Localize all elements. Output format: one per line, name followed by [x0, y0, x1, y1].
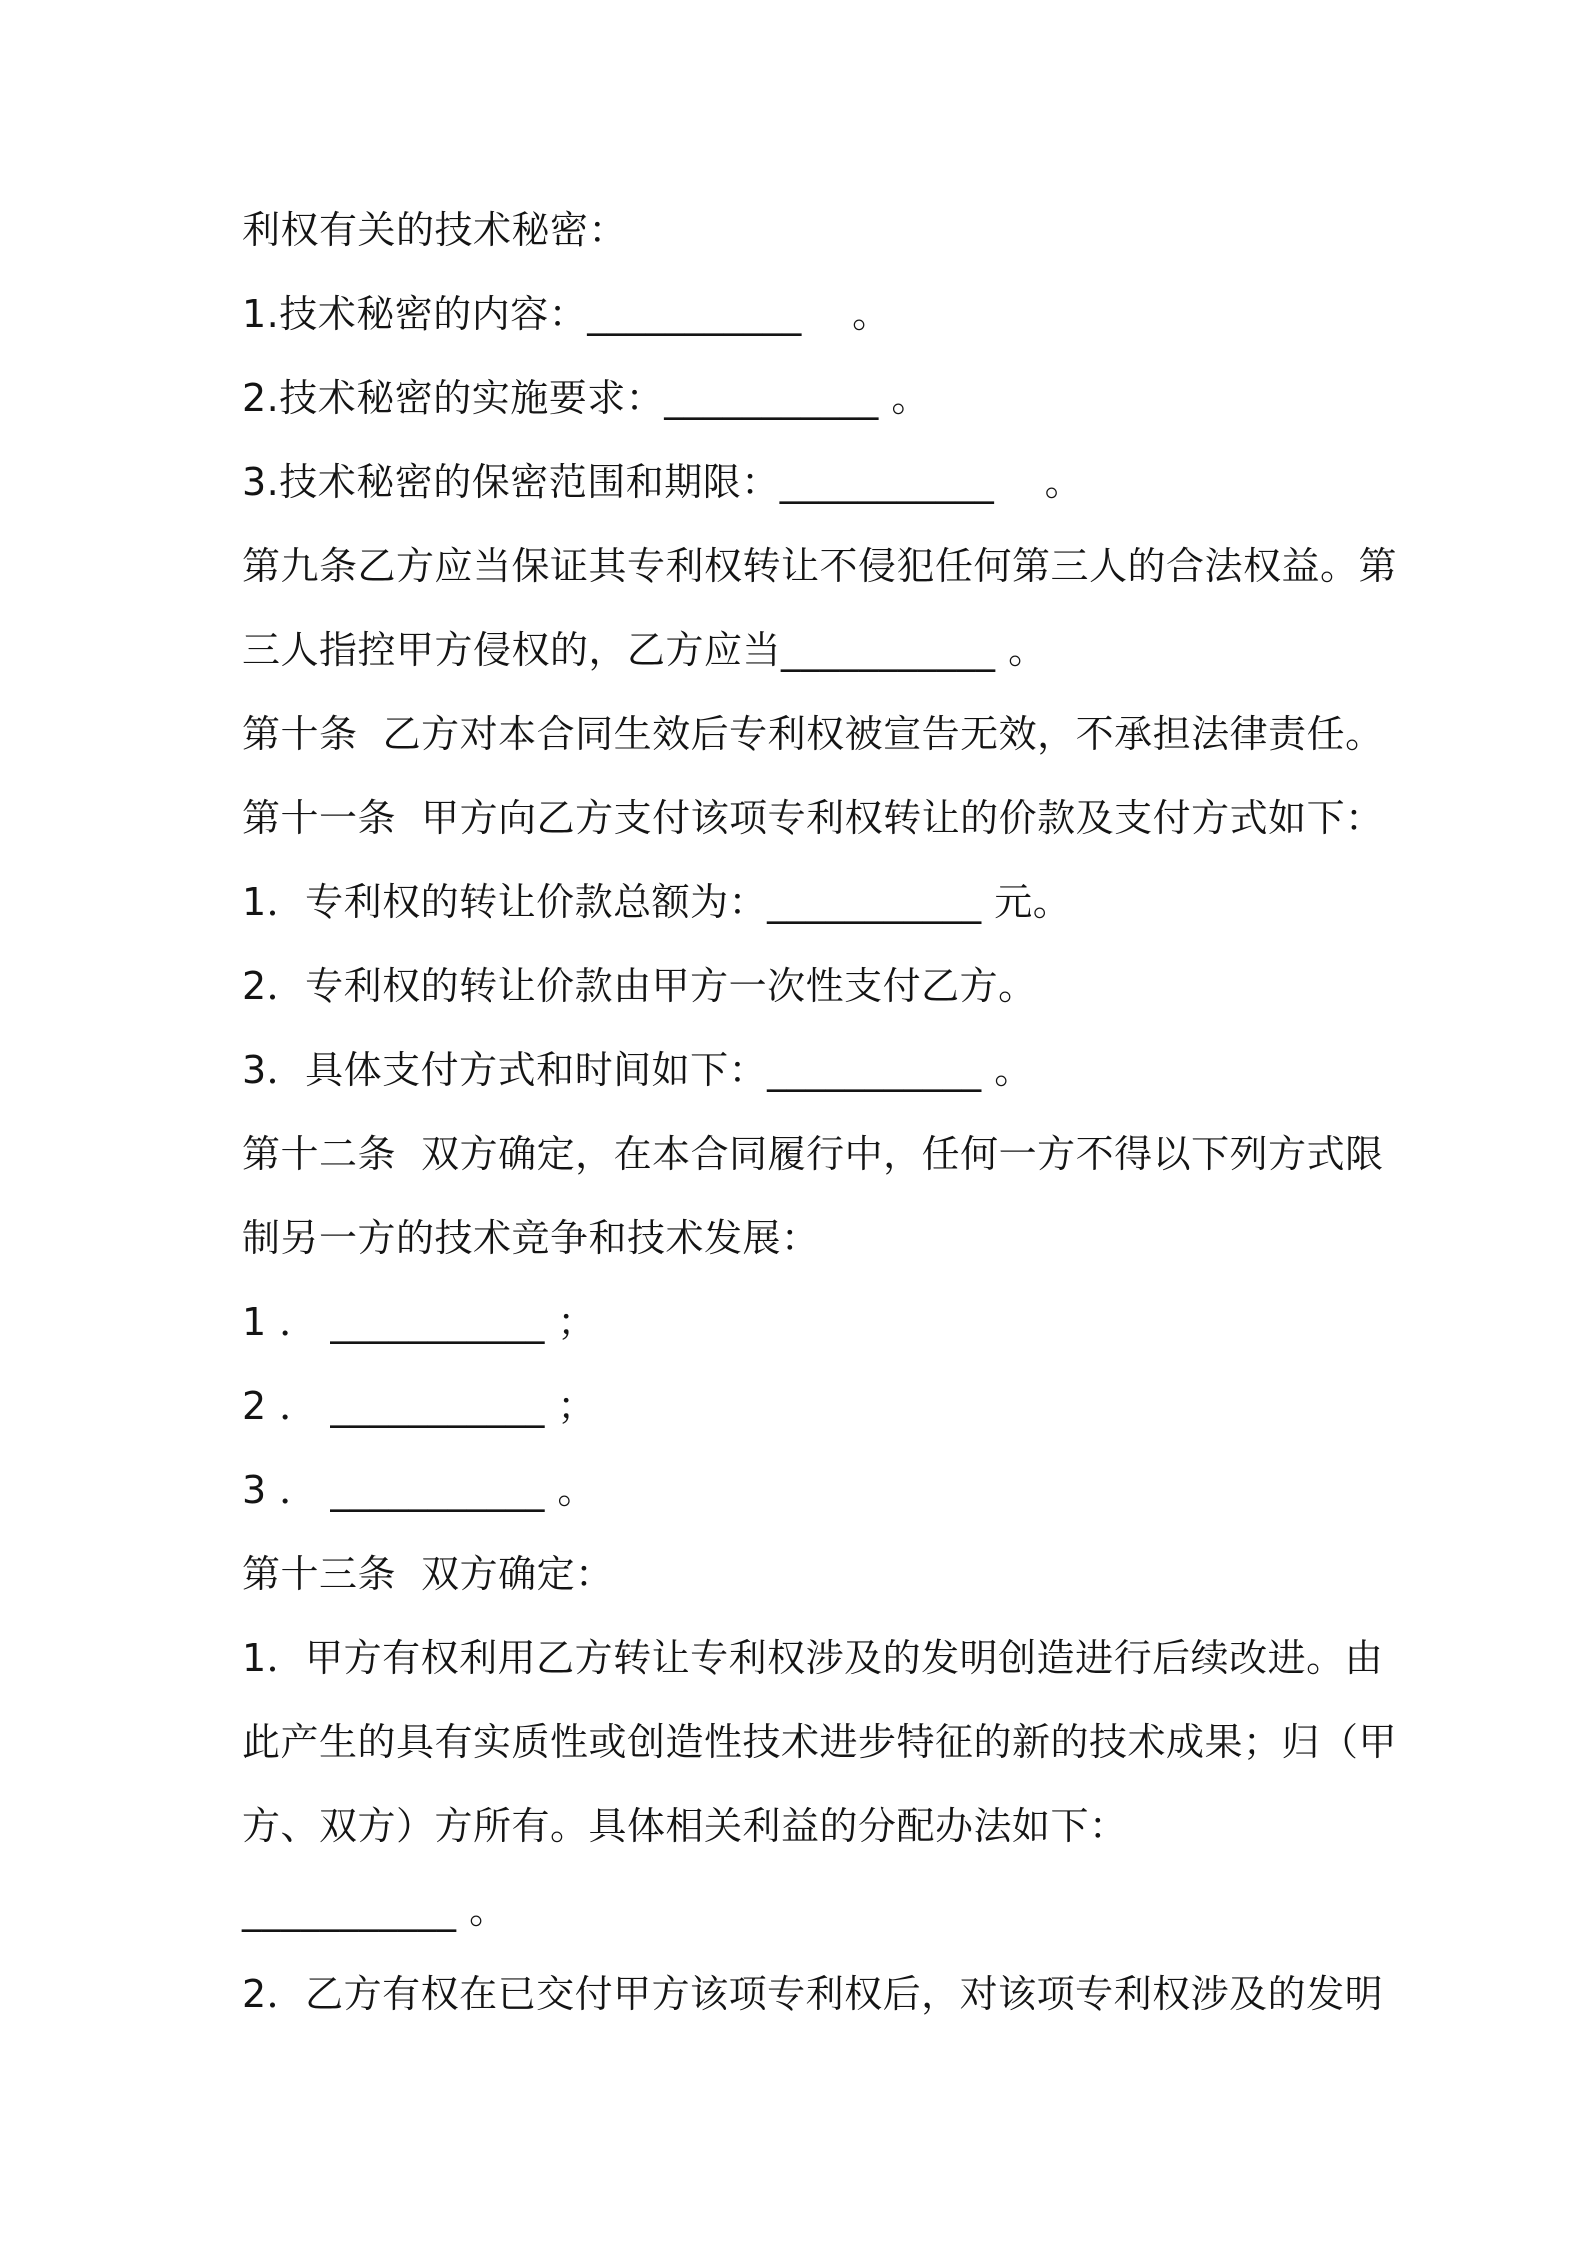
text-line: 3．具体支付方式和时间如下：___________ 。: [242, 1048, 1033, 1092]
text-line: 方、双方）方所有。具体相关利益的分配办法如下：: [242, 1804, 1128, 1848]
text-line: 第十二条 双方确定，在本合同履行中，任何一方不得以下列方式限: [242, 1132, 1384, 1176]
text-line: 2 ． ___________ ；: [242, 1384, 596, 1428]
text-line: 利权有关的技术秘密：: [242, 208, 628, 252]
text-line: 2.技术秘密的实施要求：___________ 。: [242, 376, 930, 420]
text-line: 1．专利权的转让价款总额为：___________ 元。: [242, 880, 1072, 924]
text-line: ___________ 。: [242, 1888, 508, 1932]
text-line: 3 ． ___________ 。: [242, 1468, 596, 1512]
text-line: 3.技术秘密的保密范围和期限：___________ 。: [242, 460, 1084, 504]
text-line: 2．乙方有权在已交付甲方该项专利权后，对该项专利权涉及的发明: [242, 1972, 1384, 2016]
text-line: 第九条乙方应当保证其专利权转让不侵犯任何第三人的合法权益。第: [242, 544, 1398, 588]
text-line: 三人指控甲方侵权的，乙方应当___________ 。: [242, 628, 1047, 672]
text-line: 1 ． ___________ ；: [242, 1300, 596, 1344]
text-line: 第十三条 双方确定：: [242, 1552, 614, 1596]
text-line: 1.技术秘密的内容：___________ 。: [242, 292, 891, 336]
text-line: 1．甲方有权利用乙方转让专利权涉及的发明创造进行后续改进。由: [242, 1636, 1384, 1680]
text-line: 第十条 乙方对本合同生效后专利权被宣告无效，不承担法律责任。: [242, 712, 1384, 756]
text-line: 制另一方的技术竞争和技术发展：: [242, 1216, 820, 1260]
text-line: 第十一条 甲方向乙方支付该项专利权转让的价款及支付方式如下：: [242, 796, 1384, 840]
text-line: 此产生的具有实质性或创造性技术进步特征的新的技术成果；归（甲: [242, 1720, 1398, 1764]
text-line: 2．专利权的转让价款由甲方一次性支付乙方。: [242, 964, 1037, 1008]
